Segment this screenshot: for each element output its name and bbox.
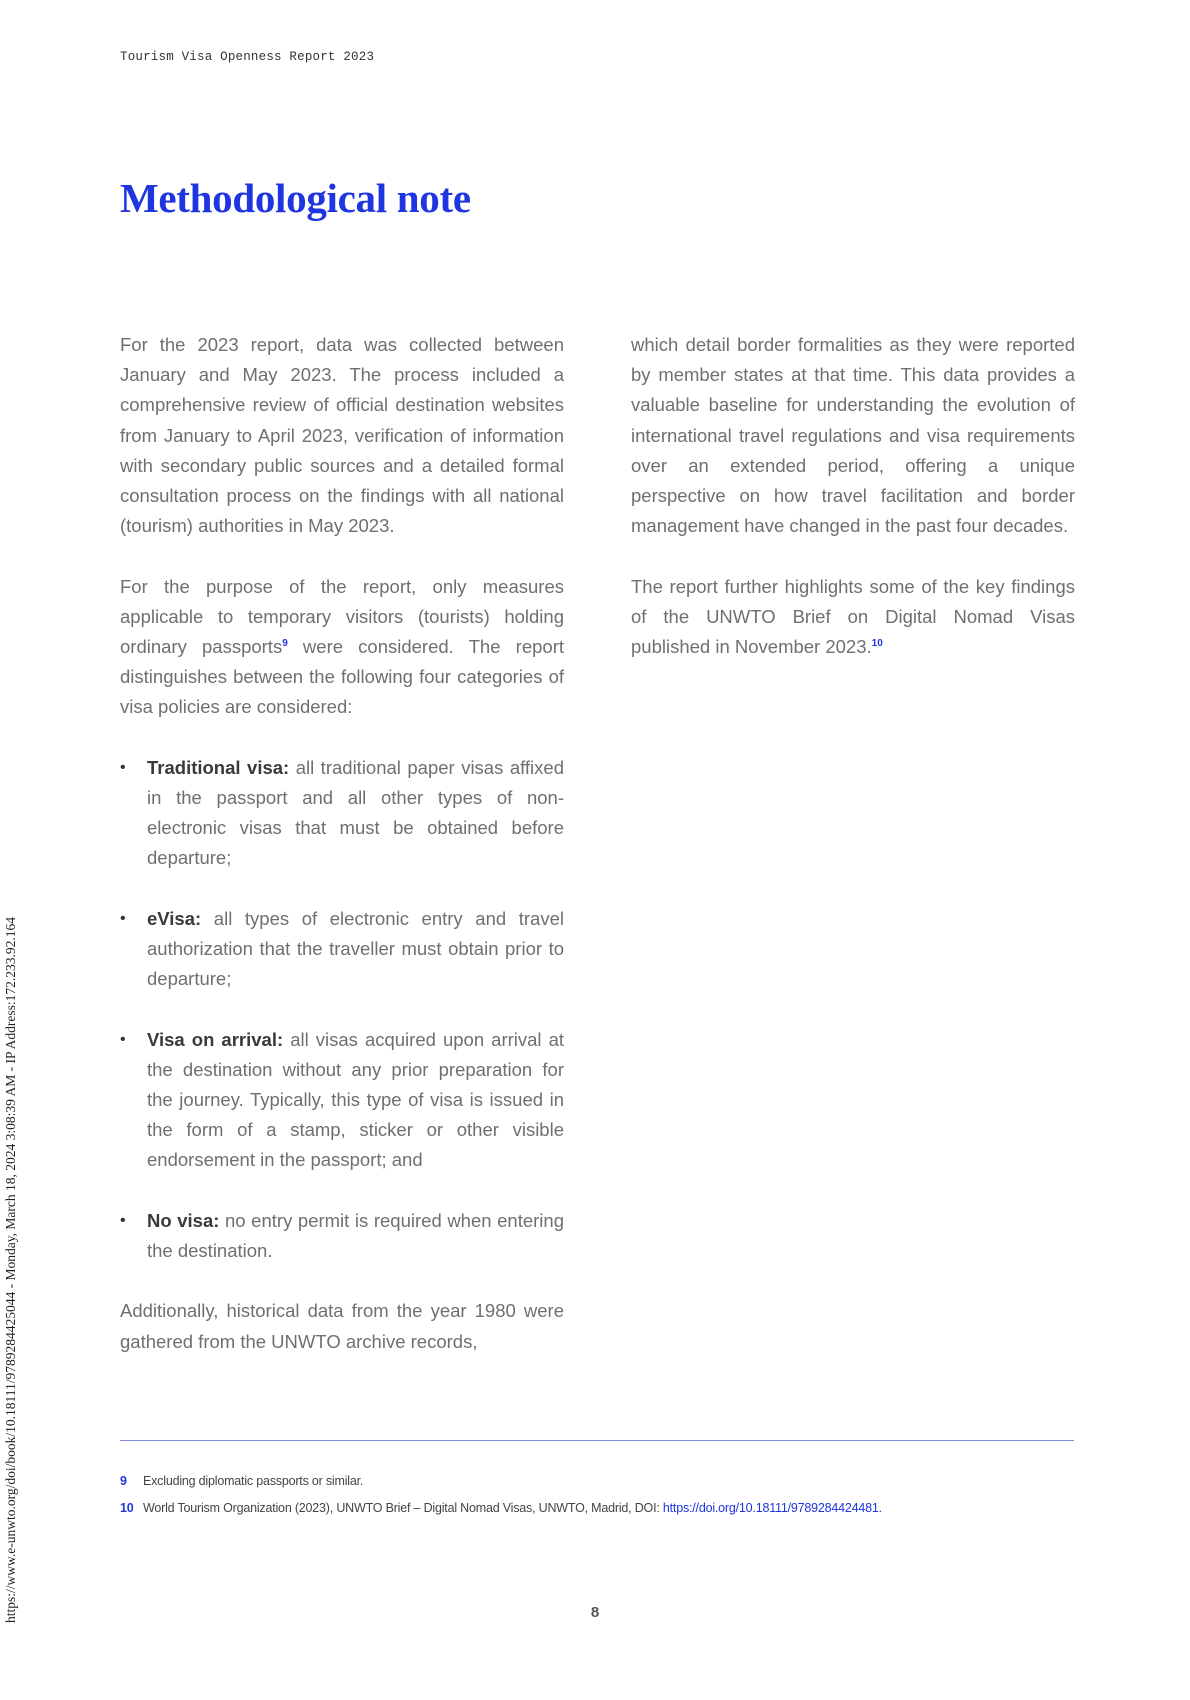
paragraph-text: The report further highlights some of the key findings of the UNWTO Brief on Digital Nomad Visas published in November 2023. (631, 575, 1075, 658)
bullet-icon: • (120, 909, 126, 927)
list-item (120, 1206, 564, 1266)
footnote-text: Excluding diplomatic passports or similar. (143, 1474, 364, 1488)
page-number: 8 (590, 1604, 600, 1621)
right-column (631, 330, 1075, 692)
list-term: eVisa: (147, 907, 202, 929)
paragraph-text: For the purpose of the report, only measures applicable to temporary visitors (tourists) holding ordinary passports (120, 575, 564, 658)
bullet-icon: • (120, 1030, 126, 1048)
visa-category-list (120, 753, 564, 1266)
bullet-icon: • (120, 758, 126, 776)
footnote-number: 10 (120, 1501, 134, 1515)
page-title: Methodological note (120, 175, 471, 221)
list-item (120, 1025, 564, 1176)
list-term: Visa on arrival: (147, 1028, 284, 1050)
doi-link[interactable]: https://doi.org/10.18111/9789284424481. (662, 1501, 882, 1515)
side-access-note: https://www.e-unwto.org/doi/book/10.18111/9789284425044 - Monday, March 18, 2024 3:08:39 AM - IP Address:172.233.92.164 (3, 917, 18, 1623)
bullet-icon: • (120, 1211, 126, 1229)
paragraph (631, 572, 1075, 663)
list-term: No visa: (147, 1209, 220, 1231)
list-text: all types of electronic entry and travel authorization that the traveller must obtain prior to departure; (147, 907, 564, 990)
footnote-ref[interactable]: 10 (871, 637, 883, 649)
footnote-ref[interactable]: 9 (282, 637, 288, 649)
list-text: no entry permit is required when entering the destination. (147, 1209, 564, 1262)
paragraph: which detail border formalities as they were reported by member states at that time. This data provides a valuable baseline for understanding the evolution of international travel regulations and visa requirements over an extended period, offering a unique perspective on how travel facilitation and border management have changed in the past four decades. (631, 334, 1075, 537)
footnotes (120, 1474, 1080, 1528)
footnote (120, 1501, 1080, 1515)
list-item (120, 904, 564, 995)
footnote-divider (120, 1440, 1074, 1441)
footnote-text: World Tourism Organization (2023), UNWTO Brief – Digital Nomad Visas, UNWTO, Madrid, DOI: (143, 1501, 663, 1515)
running-head: Tourism Visa Openness Report 2023 (120, 50, 375, 64)
paragraph (120, 572, 564, 723)
paragraph: Additionally, historical data from the year 1980 were gathered from the UNWTO archive records, (120, 1300, 564, 1352)
footnote (120, 1474, 1080, 1488)
paragraph-text: were considered. The report distinguishes between the following four categories of visa policies are considered: (120, 636, 564, 718)
left-column (120, 330, 564, 1387)
list-text: all traditional paper visas affixed in the passport and all other types of non-electronic visas that must be obtained before departure; (147, 756, 564, 869)
list-text: all visas acquired upon arrival at the destination without any prior preparation for the journey. Typically, this type of visa is issued in the form of a stamp, sticker or other visible endorsement in the passport; and (147, 1028, 565, 1171)
paragraph: For the 2023 report, data was collected between January and May 2023. The process included a comprehensive review of official destination websites from January to April 2023, verification of information with secondary public sources and a detailed formal consultation process on the findings with all national (tourism) authorities in May 2023. (120, 334, 564, 537)
list-item (120, 753, 564, 874)
footnote-number: 9 (120, 1474, 127, 1488)
list-term: Traditional visa: (147, 756, 290, 778)
